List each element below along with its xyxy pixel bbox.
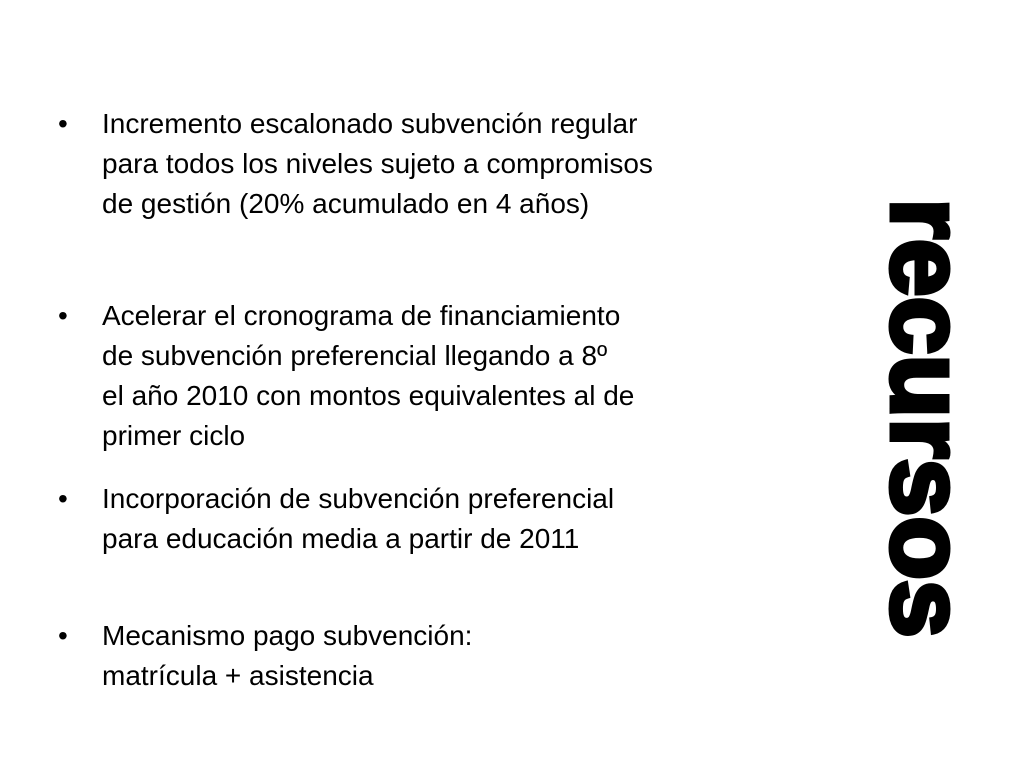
bullet-line: matrícula + asistencia <box>102 660 374 691</box>
bullet-line: Incremento escalonado subvención regular <box>102 108 638 139</box>
bullet-text <box>102 616 778 696</box>
bullet-text <box>102 479 778 559</box>
bullet-text <box>102 296 778 456</box>
bullet-item <box>58 104 778 224</box>
bullet-line: Incorporación de subvención preferencial <box>102 483 615 514</box>
bullet-line: el año 2010 con montos equivalentes al de <box>102 380 635 411</box>
bullet-marker: • <box>58 620 68 651</box>
bullet-line: primer ciclo <box>102 420 246 451</box>
bullet-line: de subvención preferencial llegando a 8º <box>102 340 608 371</box>
bullet-line: para educación media a partir de 2011 <box>102 523 580 554</box>
bullet-marker: • <box>58 483 68 514</box>
bullet-marker: • <box>58 108 68 139</box>
bullet-line: para todos los niveles sujeto a compromisos <box>102 148 653 179</box>
bullet-line: de gestión (20% acumulado en 4 años) <box>102 188 590 219</box>
bullet-item <box>58 616 778 696</box>
bullet-item <box>58 296 778 456</box>
bullet-marker: • <box>58 300 68 331</box>
bullet-line: Mecanismo pago subvención: <box>102 620 473 651</box>
side-title: recursos <box>869 198 985 638</box>
bullet-item <box>58 479 778 559</box>
bullet-line: Acelerar el cronograma de financiamiento <box>102 300 621 331</box>
bullet-text <box>102 104 778 224</box>
